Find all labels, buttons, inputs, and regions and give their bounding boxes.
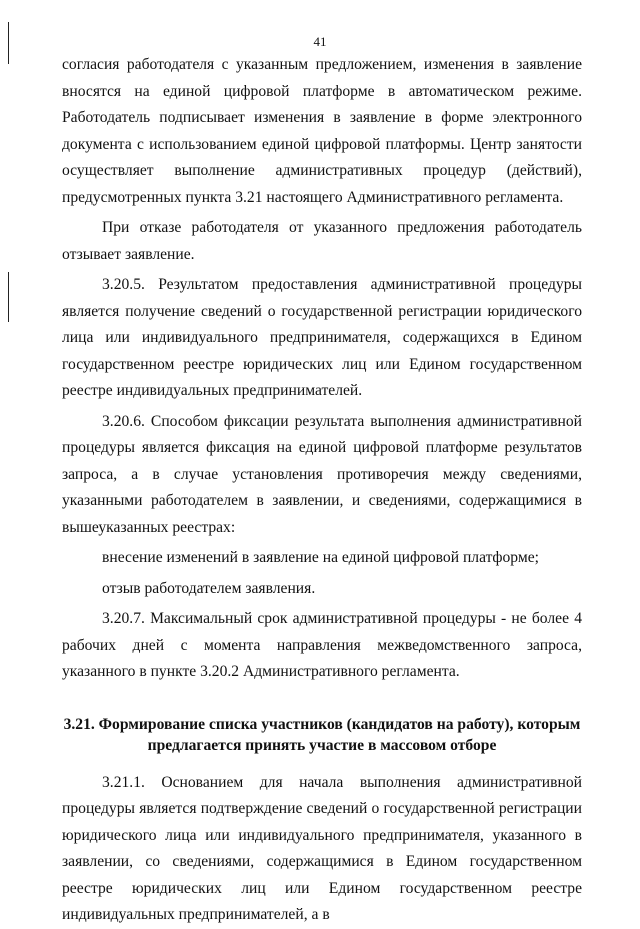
list-item-changes: внесение изменений в заявление на единой цифровой платформе; [102,549,539,566]
paragraph-3-20-7: 3.20.7. Максимальный срок административной процедуры - не более 4 рабочих дней с момента направления межведомственного запроса, указанного в пункте 3.20.2 Административного регламента. [62,610,582,680]
section-heading-line-1: 3.21. Формирование списка участников (кандидатов на работу), которым [63,715,581,733]
page-number: 41 [313,34,327,49]
paragraph-3-20-6: 3.20.6. Способом фиксации результата выполнения административной процедуры является фиксация на единой цифровой платформе результатов запроса, а в случае установления противоречия между сведениями, указанными работодателем в заявлении, и сведениями, содержащимися в вышеуказанных реестрах: [62,412,582,536]
paragraph-refusal: При отказе работодателя от указанного предложения работодатель отзывает заявление. [62,219,582,263]
paragraph-continuation: согласия работодателя с указанным предложением, изменения в заявление вносятся на единой цифровой платформе в автоматическом режиме. Работодатель подписывает изменения в заявление в форме электронного документа с использованием единой цифровой платформы. Центр занятости осуществляет выполнение административных процедур (действий), предусмотренных пункта 3.21 настоящего Административного регламента. [62,56,582,206]
paragraph-3-21-1: 3.21.1. Основанием для начала выполнения административной процедуры является подтверждение сведений о государственной регистрации юридического лица или индивидуального предпринимателя, указанного в заявлении, со сведениями, содержащимися в Едином государственном реестре юридических лиц или Едином государственном реестре индивидуальных предпринимателей, а в [62,773,582,923]
section-heading-3-21 [62,714,582,756]
list-item-withdrawal: отзыв работодателем заявления. [102,579,316,597]
document-body [62,52,582,929]
paragraph-3-20-5: 3.20.5. Результатом предоставления административной процедуры является получение сведений о государственной регистрации юридического лица или индивидуального предпринимателя, содержащихся в Едином государственном реестре юридических лиц или Едином государственном реестре индивидуальных предпринимателей. [62,276,582,399]
margin-mark-middle [8,272,9,322]
section-heading-line-2: предлагается принять участие в массовом отборе [147,736,497,754]
